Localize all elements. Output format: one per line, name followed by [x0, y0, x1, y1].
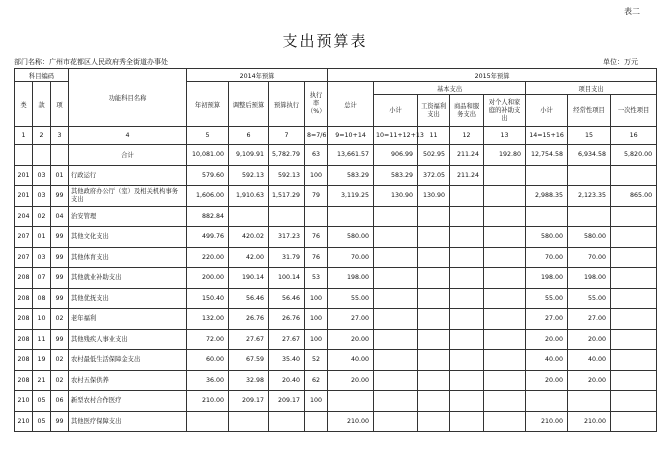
- value-cell: 865.00: [611, 186, 657, 207]
- budget-table: [14, 68, 657, 432]
- code-lei-cell: 208: [15, 288, 33, 309]
- value-cell: [611, 350, 657, 371]
- table-row: [15, 268, 657, 289]
- value-cell: [484, 206, 526, 227]
- table-row: [15, 247, 657, 268]
- value-cell: [328, 391, 374, 412]
- value-cell: [374, 309, 418, 330]
- table-row: [15, 227, 657, 248]
- value-cell: [484, 165, 526, 186]
- value-cell: 583.29: [374, 165, 418, 186]
- value-cell: [418, 247, 450, 268]
- value-cell: [418, 288, 450, 309]
- page-title: 支出预算表: [282, 32, 368, 50]
- value-cell: 27.00: [328, 309, 374, 330]
- value-cell: 76: [305, 227, 328, 248]
- value-cell: 20.00: [568, 370, 611, 391]
- value-cell: 592.13: [269, 165, 305, 186]
- value-cell: [187, 411, 229, 432]
- value-cell: 56.46: [269, 288, 305, 309]
- header-project: 项目支出: [526, 82, 657, 95]
- value-cell: [484, 309, 526, 330]
- value-cell: 130.90: [418, 186, 450, 207]
- column-number-cell: 16: [611, 127, 657, 145]
- value-cell: 70.00: [526, 247, 568, 268]
- value-cell: 76: [305, 247, 328, 268]
- value-cell: 35.40: [269, 350, 305, 371]
- header-recurring: 经常性项目: [568, 95, 611, 127]
- value-cell: [374, 206, 418, 227]
- table-row: [15, 329, 657, 350]
- value-cell: [450, 227, 484, 248]
- value-cell: 72.00: [187, 329, 229, 350]
- header-lei: 类: [15, 82, 33, 127]
- value-cell: 210.00: [187, 391, 229, 412]
- value-cell: 882.84: [187, 206, 229, 227]
- value-cell: [418, 391, 450, 412]
- code-cell: [51, 145, 69, 166]
- value-cell: 579.60: [187, 165, 229, 186]
- code-lei-cell: 208: [15, 370, 33, 391]
- code-lei-cell: 207: [15, 247, 33, 268]
- code-xiang-cell: 02: [51, 350, 69, 371]
- header-function-name: 功能科目名称: [69, 69, 187, 127]
- value-cell: [611, 165, 657, 186]
- value-cell: 79: [305, 186, 328, 207]
- value-cell: [484, 391, 526, 412]
- code-kuan-cell: 08: [33, 288, 51, 309]
- header-kuan: 款: [33, 82, 51, 127]
- value-cell: 27.00: [526, 309, 568, 330]
- value-cell: 209.17: [229, 391, 269, 412]
- value-cell: 198.00: [526, 268, 568, 289]
- total-value-cell: 63: [305, 145, 328, 166]
- value-cell: [418, 329, 450, 350]
- value-cell: 32.98: [229, 370, 269, 391]
- value-cell: 220.00: [187, 247, 229, 268]
- header-initial-budget: 年初预算: [187, 82, 229, 127]
- total-value-cell: 502.95: [418, 145, 450, 166]
- function-name-cell: 其他体育支出: [69, 247, 187, 268]
- table-number-label: 表二: [624, 7, 640, 16]
- header-goods: 商品和服务支出: [450, 95, 484, 127]
- value-cell: 580.00: [328, 227, 374, 248]
- table-row: [15, 165, 657, 186]
- code-xiang-cell: 02: [51, 309, 69, 330]
- function-name-cell: 其他残疾人事业支出: [69, 329, 187, 350]
- code-lei-cell: 201: [15, 165, 33, 186]
- value-cell: 55.00: [526, 288, 568, 309]
- value-cell: [328, 206, 374, 227]
- code-xiang-cell: 99: [51, 411, 69, 432]
- code-kuan-cell: 02: [33, 206, 51, 227]
- header-2014-budget: 2014年预算: [187, 69, 328, 82]
- value-cell: [305, 206, 328, 227]
- function-name-cell: 其他文化支出: [69, 227, 187, 248]
- code-kuan-cell: 05: [33, 411, 51, 432]
- total-label: 合计: [69, 145, 187, 166]
- code-lei-cell: 208: [15, 329, 33, 350]
- value-cell: [374, 411, 418, 432]
- value-cell: [611, 329, 657, 350]
- code-kuan-cell: 05: [33, 391, 51, 412]
- value-cell: 198.00: [568, 268, 611, 289]
- value-cell: [305, 411, 328, 432]
- value-cell: 100: [305, 329, 328, 350]
- header-basic: 基本支出: [374, 82, 526, 95]
- function-name-cell: 其他就业补助支出: [69, 268, 187, 289]
- value-cell: [484, 411, 526, 432]
- value-cell: [484, 227, 526, 248]
- value-cell: [269, 206, 305, 227]
- value-cell: 55.00: [568, 288, 611, 309]
- column-number-cell: 13: [484, 127, 526, 145]
- total-value-cell: 13,661.57: [328, 145, 374, 166]
- table-row: [15, 309, 657, 330]
- header-onetime: 一次性项目: [611, 95, 657, 127]
- value-cell: 130.90: [374, 186, 418, 207]
- value-cell: [611, 227, 657, 248]
- value-cell: [526, 391, 568, 412]
- value-cell: [374, 350, 418, 371]
- value-cell: 210.00: [568, 411, 611, 432]
- value-cell: [450, 370, 484, 391]
- table-row: [15, 206, 657, 227]
- column-number-cell: 5: [187, 127, 229, 145]
- column-number-row: [15, 127, 657, 145]
- value-cell: 53: [305, 268, 328, 289]
- value-cell: 31.79: [269, 247, 305, 268]
- value-cell: [418, 370, 450, 391]
- value-cell: [568, 206, 611, 227]
- value-cell: [611, 309, 657, 330]
- function-name-cell: 新型农村合作医疗: [69, 391, 187, 412]
- value-cell: [374, 370, 418, 391]
- value-cell: 40.00: [526, 350, 568, 371]
- value-cell: 42.00: [229, 247, 269, 268]
- code-cell: [15, 145, 33, 166]
- code-lei-cell: 210: [15, 391, 33, 412]
- table-row: [15, 288, 657, 309]
- value-cell: [611, 370, 657, 391]
- value-cell: [374, 247, 418, 268]
- code-lei-cell: 208: [15, 309, 33, 330]
- code-xiang-cell: 99: [51, 288, 69, 309]
- value-cell: [611, 247, 657, 268]
- value-cell: 200.00: [187, 268, 229, 289]
- value-cell: [611, 391, 657, 412]
- code-lei-cell: 210: [15, 411, 33, 432]
- value-cell: [484, 186, 526, 207]
- value-cell: [450, 329, 484, 350]
- value-cell: 372.05: [418, 165, 450, 186]
- value-cell: 60.00: [187, 350, 229, 371]
- value-cell: [450, 206, 484, 227]
- value-cell: [484, 370, 526, 391]
- value-cell: [418, 309, 450, 330]
- header-xiang: 项: [51, 82, 69, 127]
- header-wages: 工资福利支出: [418, 95, 450, 127]
- value-cell: 2,123.35: [568, 186, 611, 207]
- value-cell: 210.00: [526, 411, 568, 432]
- table-row: [15, 350, 657, 371]
- value-cell: 150.40: [187, 288, 229, 309]
- code-xiang-cell: 01: [51, 165, 69, 186]
- value-cell: 1,606.00: [187, 186, 229, 207]
- value-cell: [611, 288, 657, 309]
- value-cell: [418, 206, 450, 227]
- value-cell: [450, 411, 484, 432]
- value-cell: [568, 165, 611, 186]
- value-cell: [418, 411, 450, 432]
- code-kuan-cell: 03: [33, 247, 51, 268]
- function-name-cell: 农村五保供养: [69, 370, 187, 391]
- column-number-cell: 11: [418, 127, 450, 145]
- value-cell: 67.59: [229, 350, 269, 371]
- value-cell: [484, 350, 526, 371]
- header-adjusted-budget: 调整后预算: [229, 82, 269, 127]
- header-total: 总计: [328, 82, 374, 127]
- header-2015-budget: 2015年预算: [328, 69, 657, 82]
- column-number-cell: 7: [269, 127, 305, 145]
- value-cell: 100.14: [269, 268, 305, 289]
- code-kuan-cell: 11: [33, 329, 51, 350]
- header-basic-subtotal: 小计: [374, 95, 418, 127]
- value-cell: [229, 206, 269, 227]
- code-kuan-cell: 19: [33, 350, 51, 371]
- value-cell: [374, 268, 418, 289]
- code-lei-cell: 201: [15, 186, 33, 207]
- value-cell: 190.14: [229, 268, 269, 289]
- column-number-cell: 1: [15, 127, 33, 145]
- code-xiang-cell: 06: [51, 391, 69, 412]
- value-cell: 20.00: [328, 329, 374, 350]
- value-cell: 2,988.35: [526, 186, 568, 207]
- header-subject-code: 科目编码: [15, 69, 69, 82]
- value-cell: [450, 350, 484, 371]
- value-cell: 3,119.25: [328, 186, 374, 207]
- value-cell: [418, 350, 450, 371]
- value-cell: [374, 227, 418, 248]
- value-cell: 198.00: [328, 268, 374, 289]
- code-xiang-cell: 99: [51, 247, 69, 268]
- value-cell: 210.00: [328, 411, 374, 432]
- value-cell: 20.00: [568, 329, 611, 350]
- value-cell: [568, 391, 611, 412]
- code-lei-cell: 208: [15, 350, 33, 371]
- code-xiang-cell: 99: [51, 329, 69, 350]
- total-row: [15, 145, 657, 166]
- value-cell: [526, 206, 568, 227]
- value-cell: 27.00: [568, 309, 611, 330]
- value-cell: 26.76: [229, 309, 269, 330]
- table-row: [15, 391, 657, 412]
- header-personal: 对个人和家庭的补助支出: [484, 95, 526, 127]
- code-xiang-cell: 99: [51, 227, 69, 248]
- column-number-cell: 15: [568, 127, 611, 145]
- value-cell: 27.67: [269, 329, 305, 350]
- total-value-cell: 10,081.00: [187, 145, 229, 166]
- code-lei-cell: 207: [15, 227, 33, 248]
- value-cell: [374, 288, 418, 309]
- code-xiang-cell: 99: [51, 268, 69, 289]
- value-cell: 100: [305, 391, 328, 412]
- value-cell: 70.00: [328, 247, 374, 268]
- value-cell: 580.00: [568, 227, 611, 248]
- total-value-cell: 192.80: [484, 145, 526, 166]
- value-cell: [418, 268, 450, 289]
- code-kuan-cell: 03: [33, 186, 51, 207]
- value-cell: [484, 329, 526, 350]
- column-number-cell: 3: [51, 127, 69, 145]
- code-cell: [33, 145, 51, 166]
- table-row: [15, 411, 657, 432]
- value-cell: [450, 247, 484, 268]
- table-row: [15, 370, 657, 391]
- function-name-cell: 其他医疗保障支出: [69, 411, 187, 432]
- value-cell: 1,910.63: [229, 186, 269, 207]
- code-kuan-cell: 07: [33, 268, 51, 289]
- header-project-subtotal: 小计: [526, 95, 568, 127]
- value-cell: 420.02: [229, 227, 269, 248]
- value-cell: [611, 206, 657, 227]
- value-cell: 26.76: [269, 309, 305, 330]
- value-cell: 56.46: [229, 288, 269, 309]
- column-number-cell: 14=15+16: [526, 127, 568, 145]
- total-value-cell: 12,754.58: [526, 145, 568, 166]
- column-number-cell: 12: [450, 127, 484, 145]
- code-kuan-cell: 10: [33, 309, 51, 330]
- value-cell: [611, 411, 657, 432]
- value-cell: 100: [305, 309, 328, 330]
- value-cell: 583.29: [328, 165, 374, 186]
- value-cell: 70.00: [568, 247, 611, 268]
- value-cell: 20.00: [526, 329, 568, 350]
- value-cell: 20.40: [269, 370, 305, 391]
- code-lei-cell: 204: [15, 206, 33, 227]
- value-cell: 40.00: [568, 350, 611, 371]
- value-cell: 40.00: [328, 350, 374, 371]
- total-value-cell: 9,109.91: [229, 145, 269, 166]
- value-cell: 100: [305, 288, 328, 309]
- value-cell: 317.23: [269, 227, 305, 248]
- value-cell: [611, 268, 657, 289]
- value-cell: [450, 288, 484, 309]
- value-cell: [450, 186, 484, 207]
- value-cell: [374, 329, 418, 350]
- value-cell: 20.00: [328, 370, 374, 391]
- code-kuan-cell: 03: [33, 165, 51, 186]
- column-number-cell: 4: [69, 127, 187, 145]
- value-cell: [418, 227, 450, 248]
- column-number-cell: 2: [33, 127, 51, 145]
- unit-label: 单位：万元: [603, 58, 638, 66]
- total-value-cell: 5,820.00: [611, 145, 657, 166]
- value-cell: [484, 288, 526, 309]
- function-name-cell: 其他优抚支出: [69, 288, 187, 309]
- department-label: 部门名称：广州市花都区人民政府秀全街道办事处: [14, 58, 168, 66]
- value-cell: [450, 268, 484, 289]
- value-cell: [484, 247, 526, 268]
- column-number-cell: 6: [229, 127, 269, 145]
- value-cell: [526, 165, 568, 186]
- value-cell: [450, 391, 484, 412]
- code-kuan-cell: 21: [33, 370, 51, 391]
- value-cell: 100: [305, 165, 328, 186]
- function-name-cell: 行政运行: [69, 165, 187, 186]
- column-number-cell: 10=11+12+13: [374, 127, 418, 145]
- value-cell: [450, 309, 484, 330]
- function-name-cell: 农村最低生活保障金支出: [69, 350, 187, 371]
- code-lei-cell: 208: [15, 268, 33, 289]
- value-cell: 580.00: [526, 227, 568, 248]
- value-cell: 209.17: [269, 391, 305, 412]
- value-cell: 27.67: [229, 329, 269, 350]
- header-exec-rate: 执行率（%）: [305, 82, 328, 127]
- value-cell: 132.00: [187, 309, 229, 330]
- value-cell: 62: [305, 370, 328, 391]
- value-cell: [484, 268, 526, 289]
- code-kuan-cell: 01: [33, 227, 51, 248]
- value-cell: 55.00: [328, 288, 374, 309]
- total-value-cell: 211.24: [450, 145, 484, 166]
- function-name-cell: 老年福利: [69, 309, 187, 330]
- value-cell: [229, 411, 269, 432]
- total-value-cell: 6,934.58: [568, 145, 611, 166]
- value-cell: 592.13: [229, 165, 269, 186]
- value-cell: 211.24: [450, 165, 484, 186]
- header-budget-exec: 预算执行: [269, 82, 305, 127]
- value-cell: 52: [305, 350, 328, 371]
- column-number-cell: 8=7/6: [305, 127, 328, 145]
- value-cell: [374, 391, 418, 412]
- value-cell: 1,517.29: [269, 186, 305, 207]
- header-row-1: [15, 69, 657, 82]
- code-xiang-cell: 99: [51, 186, 69, 207]
- value-cell: 36.00: [187, 370, 229, 391]
- column-number-cell: 9=10+14: [328, 127, 374, 145]
- total-value-cell: 5,782.79: [269, 145, 305, 166]
- code-xiang-cell: 02: [51, 370, 69, 391]
- total-value-cell: 906.99: [374, 145, 418, 166]
- table-row: [15, 186, 657, 207]
- value-cell: [269, 411, 305, 432]
- code-xiang-cell: 04: [51, 206, 69, 227]
- value-cell: 20.00: [526, 370, 568, 391]
- function-name-cell: 其他政府办公厅（室）及相关机构事务支出: [69, 186, 187, 207]
- function-name-cell: 治安管理: [69, 206, 187, 227]
- value-cell: 499.76: [187, 227, 229, 248]
